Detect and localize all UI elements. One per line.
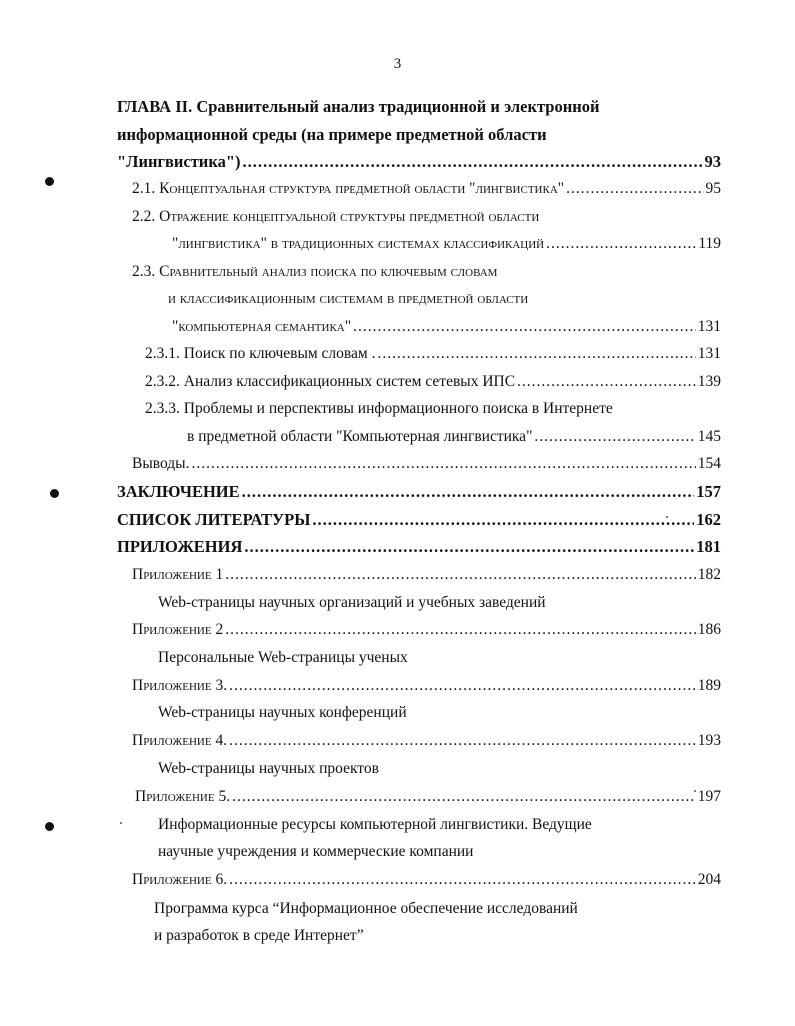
- appendix-6-label: Приложение 6.: [132, 871, 228, 888]
- page-ref: 162: [696, 510, 721, 529]
- leader-dots: [534, 426, 695, 448]
- leader-dots: [312, 509, 694, 531]
- chapter-2-title-line-3: "Лингвистика"): [117, 152, 241, 171]
- toc-entry-chapter-2[interactable]: [117, 151, 721, 173]
- page-ref: 95: [705, 180, 721, 197]
- page-ref: 131: [697, 345, 721, 362]
- section-2-3-title-line-2: и классификационным системам в предметной области: [168, 290, 529, 307]
- page-ref: 186: [697, 621, 721, 638]
- page-ref: 139: [697, 373, 721, 390]
- section-2-1-title: 2.1. Концептуальная структура предметной области "лингвистика": [132, 180, 565, 197]
- page-ref: 181: [696, 537, 721, 556]
- leader-dots: [377, 343, 695, 365]
- appendix-5-description-line-1: Информационные ресурсы компьютерной лингвистики. Ведущие: [158, 816, 592, 833]
- toc-entry-appendix-6[interactable]: [132, 869, 721, 891]
- page-ref: 197: [697, 788, 721, 805]
- leader-dots: [566, 178, 703, 200]
- appendix-6-description-line-2: и разработок в среде Интернет”: [154, 927, 364, 944]
- toc-entry-2-3-2[interactable]: [145, 371, 721, 393]
- page-number: 3: [393, 56, 402, 72]
- scan-speck: [120, 822, 122, 824]
- section-2-2-title-line-2: "лингвистика" в традиционных системах классификаций: [172, 235, 545, 252]
- chapter-2-title-line-2: информационной среды (на примере предметной области: [117, 125, 547, 144]
- leader-dots: [229, 675, 696, 697]
- binding-hole-mark: [45, 822, 54, 831]
- leader-dots: [242, 151, 702, 173]
- leader-dots: [229, 869, 696, 891]
- leader-dots: [242, 481, 695, 503]
- scan-speck: [694, 790, 696, 792]
- chapter-2-title-line-1: ГЛАВА II. Сравнительный анализ традиционной и электронной: [117, 97, 600, 116]
- section-2-3-3-title-line-1: 2.3.3. Проблемы и перспективы информационного поиска в Интернете: [145, 400, 613, 417]
- appendix-5-label: Приложение 5.: [135, 788, 231, 805]
- zaklyuchenie-title: ЗАКЛЮЧЕНИЕ: [117, 482, 240, 501]
- appendix-5-description-line-2: научные учреждения и коммерческие компании: [158, 843, 474, 860]
- toc-entry-2-2[interactable]: [172, 233, 721, 255]
- appendix-3-label: Приложение 3.: [132, 677, 228, 694]
- page-ref: 93: [704, 152, 721, 171]
- binding-hole-mark: [50, 489, 59, 498]
- toc-entry-appendix-3[interactable]: [132, 675, 721, 697]
- leader-dots: [225, 619, 696, 641]
- leader-dots: [225, 564, 696, 586]
- page-ref: 131: [697, 318, 721, 335]
- appendix-1-label: Приложение 1: [132, 566, 224, 583]
- appendix-2-description: Персональные Web-страницы ученых: [158, 649, 408, 666]
- toc-entry-appendix-5[interactable]: [135, 786, 721, 808]
- section-2-3-title-line-3: "компьютерная семантика": [172, 318, 352, 335]
- conclusions-title: Выводы.: [132, 455, 190, 472]
- leader-dots: [353, 316, 696, 338]
- leader-dots: [232, 786, 696, 808]
- leader-dots: [191, 453, 695, 475]
- bibliography-title: СПИСОК ЛИТЕРАТУРЫ: [117, 510, 311, 529]
- page-ref: 157: [696, 482, 721, 501]
- appendix-6-description-line-1: Программа курса “Информационное обеспечение исследований: [154, 900, 578, 917]
- page-ref: 182: [697, 566, 721, 583]
- toc-entry-zaklyuchenie[interactable]: [117, 481, 721, 503]
- leader-dots: [244, 536, 694, 558]
- toc-entry-appendices[interactable]: [117, 536, 721, 558]
- toc-entry-conclusions[interactable]: [132, 453, 721, 475]
- page-ref: 204: [697, 871, 721, 888]
- page-ref: 193: [697, 732, 721, 749]
- toc-entry-2-3-3[interactable]: [187, 426, 721, 448]
- appendix-3-description: Web-страницы научных конференций: [158, 704, 407, 721]
- appendix-2-label: Приложение 2: [132, 621, 224, 638]
- toc-entry-bibliography[interactable]: [117, 509, 721, 531]
- leader-dots: [517, 371, 696, 393]
- page-ref: 189: [697, 677, 721, 694]
- toc-entry-appendix-4[interactable]: [132, 730, 721, 752]
- scan-speck: [666, 516, 668, 518]
- section-2-3-1-title: 2.3.1. Поиск по ключевым словам .: [145, 345, 376, 362]
- page-ref: 145: [697, 428, 721, 445]
- section-2-3-2-title: 2.3.2. Анализ классификационных систем сетевых ИПС: [145, 373, 516, 390]
- page-ref: 119: [698, 235, 721, 252]
- toc-entry-2-3-1[interactable]: [145, 343, 721, 365]
- section-2-3-title-line-1: 2.3. Сравнительный анализ поиска по ключевым словам: [132, 263, 498, 280]
- appendices-title: ПРИЛОЖЕНИЯ: [117, 537, 243, 556]
- leader-dots: [546, 233, 696, 255]
- page-ref: 154: [697, 455, 721, 472]
- appendix-1-description: Web-страницы научных организаций и учебных заведений: [158, 594, 546, 611]
- leader-dots: [229, 730, 696, 752]
- section-2-3-3-title-line-2: в предметной области "Компьютерная лингвистика": [187, 428, 533, 445]
- appendix-4-description: Web-страницы научных проектов: [158, 760, 379, 777]
- appendix-4-label: Приложение 4.: [132, 732, 228, 749]
- binding-hole-mark: [45, 177, 54, 186]
- toc-entry-appendix-1[interactable]: [132, 564, 721, 586]
- section-2-2-title-line-1: 2.2. Отражение концептуальной структуры предметной области: [132, 208, 540, 225]
- toc-entry-2-3[interactable]: [172, 316, 721, 338]
- toc-entry-2-1[interactable]: [132, 178, 721, 200]
- toc-entry-appendix-2[interactable]: [132, 619, 721, 641]
